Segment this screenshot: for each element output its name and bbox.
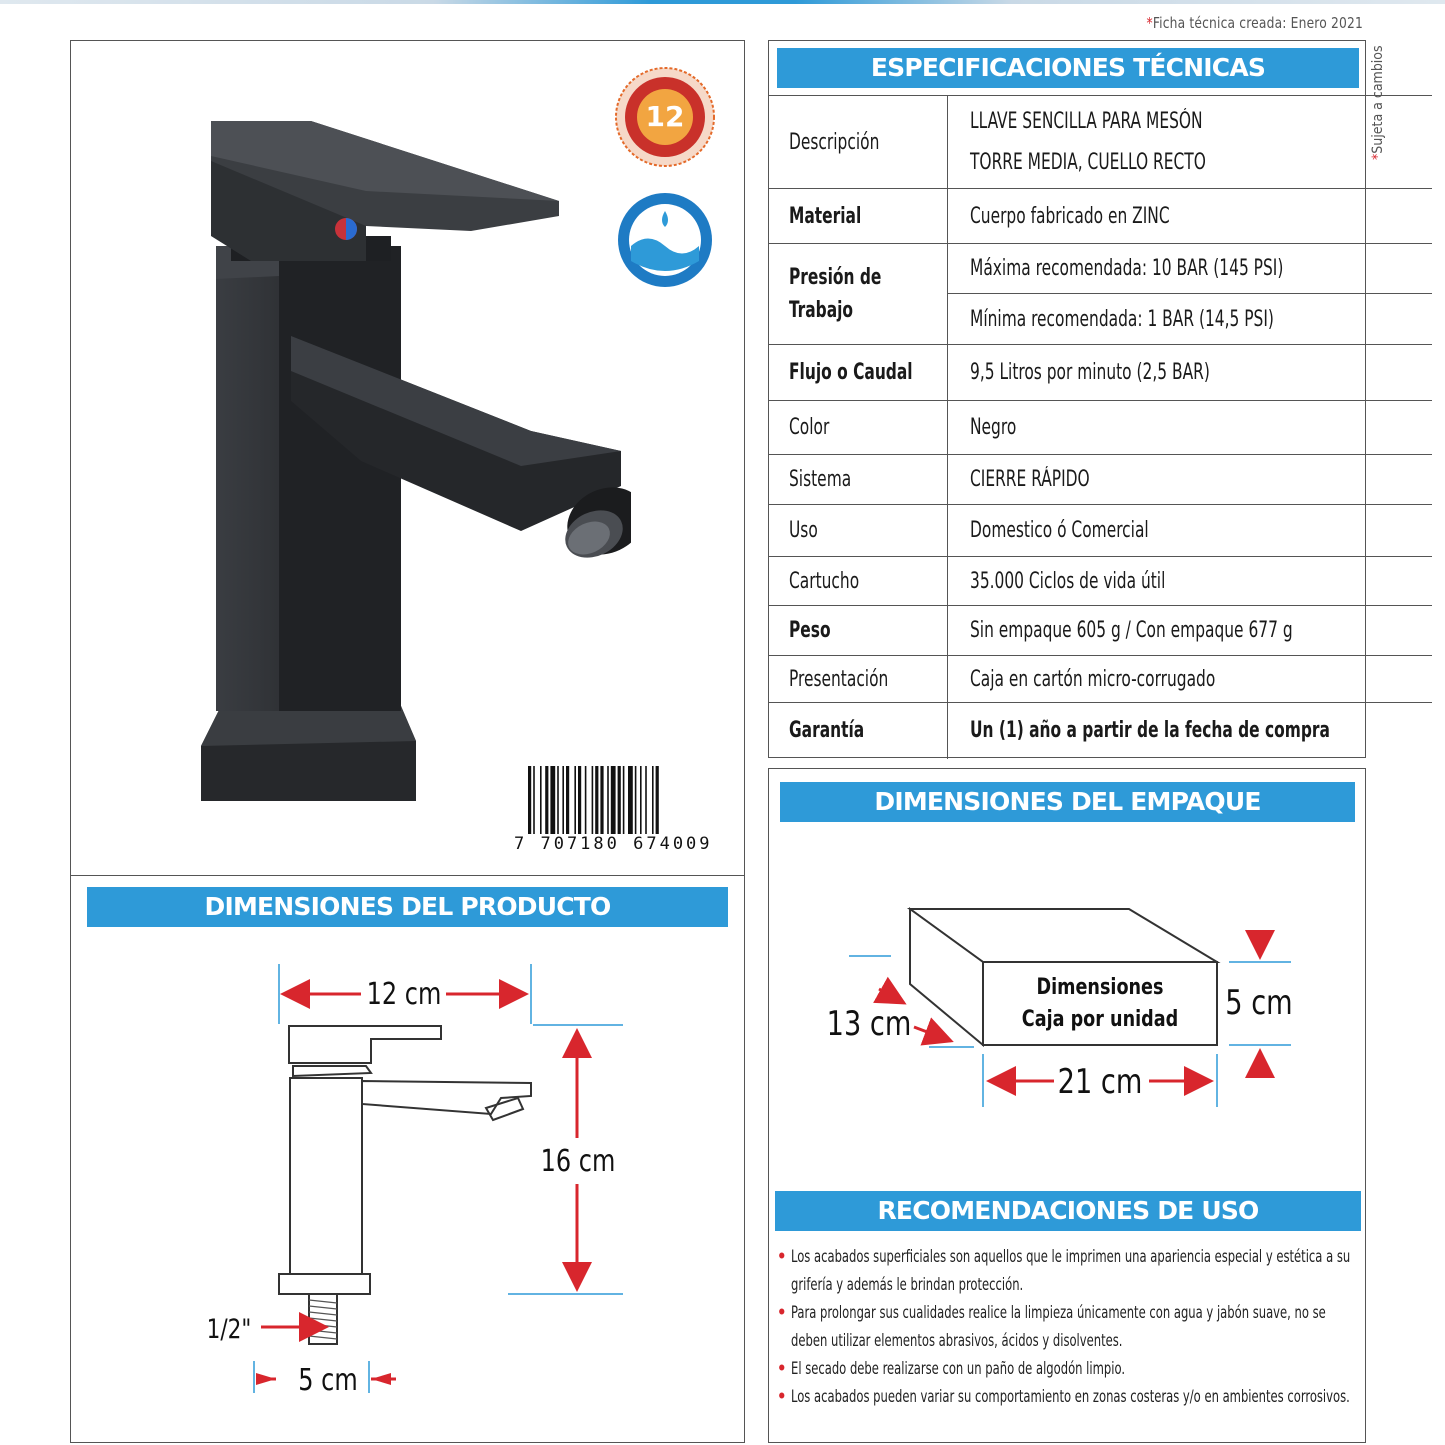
table-row: Presión de Trabajo Máxima recomendada: 10 BAR (145 PSI) Mínima recomendada: 1 BAR (14,5 PSI) [769,244,1432,345]
top-color-bar [0,0,1445,4]
list-item: • Para prolongar sus cualidades realice la limpieza únicamente con agua y jabón suave, no se deben utilizar elementos abrasivos, ácidos y disolventes. [777,1299,1357,1355]
table-row: Sistema CIERRE RÁPIDO [769,455,1432,505]
warranty-badge [614,66,716,168]
product-width-label: 12 cm [366,977,442,1012]
table-row: Flujo o Caudal 9,5 Litros por minuto (2,5 BAR) [769,345,1432,401]
product-dimension-drawing [71,876,743,1442]
table-row: Presentación Caja en cartón micro-corrugado [769,656,1432,703]
table-row: Descripción LLAVE SENCILLA PARA MESÓN TORRE MEDIA, CUELLO RECTO [769,96,1432,189]
list-item: • El secado debe realizarse con un paño de algodón limpio. [777,1355,1357,1383]
product-height-label: 16 cm [540,1144,616,1179]
created-note: *Ficha técnica creada: Enero 2021 [1146,14,1363,32]
list-item: • Los acabados superficiales son aquellos que le imprimen una apariencia especial y estética a su grifería y además le brindan protección. [777,1243,1357,1299]
faucet-photo [191,101,631,821]
package-depth-label: 13 cm [826,1004,912,1044]
table-row: Garantía Un (1) año a partir de la fecha de compra [769,703,1432,759]
thread-label: 1/2" [206,1312,252,1345]
table-row: Material Cuerpo fabricado en ZINC [769,189,1432,244]
recommendations-list [777,1243,1357,1439]
barcode [526,766,716,844]
product-photo-panel [70,40,745,876]
package-height-label: 5 cm [1225,983,1293,1023]
table-row: Cartucho 35.000 Ciclos de vida útil [769,557,1432,606]
specs-title: ESPECIFICACIONES TÉCNICAS [777,48,1359,88]
package-dimension-drawing [769,769,1365,1189]
box-label-line-1: Dimensiones [1036,974,1164,1000]
barcode-number: 7 707180 674009 [514,834,713,854]
recommendations-title: RECOMENDACIONES DE USO [775,1191,1361,1231]
package-dimensions-title: DIMENSIONES DEL EMPAQUE [780,782,1355,822]
base-width-label: 5 cm [298,1363,358,1398]
product-dimensions-title: DIMENSIONES DEL PRODUCTO [87,887,728,927]
product-dimensions-panel [70,875,745,1443]
side-note: *Sujeta a cambios [1370,45,1386,160]
table-row: Peso Sin empaque 605 g / Con empaque 677 g [769,606,1432,656]
water-saver-badge [616,191,714,289]
list-item: • Los acabados pueden variar su comportamiento en zonas costeras y/o en ambientes corrosivos. [777,1383,1357,1439]
package-width-label: 21 cm [1057,1062,1143,1102]
specs-table [769,95,1432,759]
table-row: Color Negro [769,401,1432,455]
box-label-line-2: Caja por unidad [1021,1006,1179,1032]
svg-text:12: 12 [645,100,685,133]
table-row: Uso Domestico ó Comercial [769,505,1432,557]
specs-panel [768,40,1366,758]
package-panel [768,768,1366,1443]
